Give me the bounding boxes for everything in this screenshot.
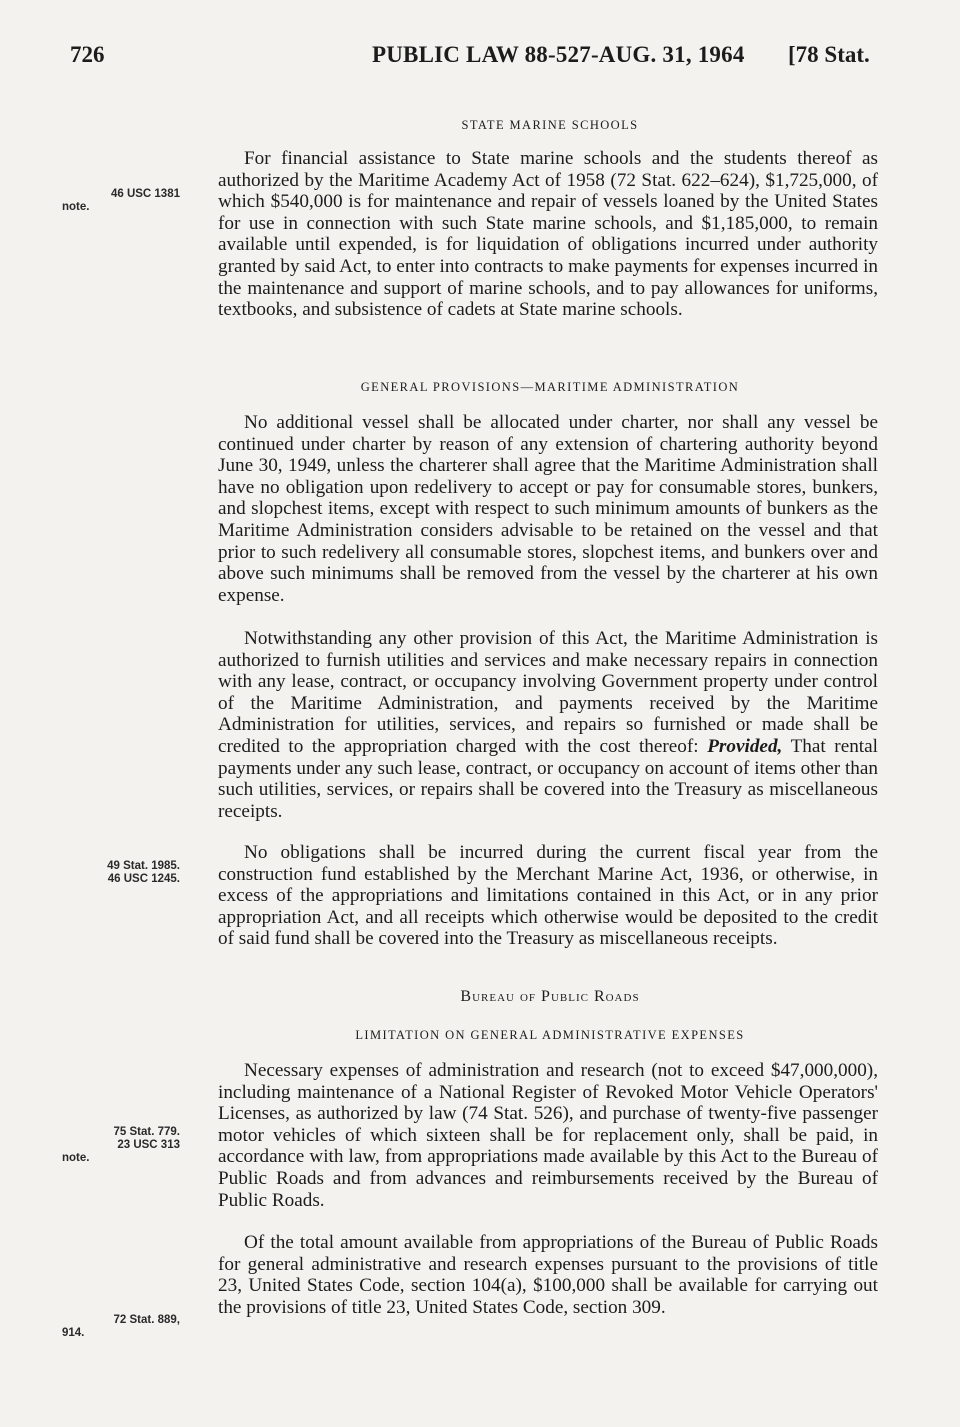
margin-note-line: 49 Stat. 1985. [107, 860, 180, 872]
section-heading-state-marine-schools: STATE MARINE SCHOOLS [461, 118, 639, 132]
margin-note-line: 914. [62, 1327, 85, 1339]
margin-note-72-stat-889 [62, 1314, 192, 1340]
margin-note-line: 72 Stat. 889, [113, 1314, 180, 1326]
paragraph-construction-fund: No obligations shall be incurred during the current fiscal year from the construction fund established by the Merchant Marine Act, 1936, or otherwise, in excess of the appropriations and limitations contained in this Act, or in any prior appropriation Act, and all receipts which otherwise would be deposited to the credit of said fund shall be covered into the Treasury as miscellaneous receipts. [218, 842, 878, 950]
margin-note-line: note. [62, 201, 90, 213]
page-number: 726 [70, 42, 105, 67]
paragraph-charter-vessels: No additional vessel shall be allocated under charter, nor shall any vessel be continued under charter by reason of any extension of chartering authority beyond June 30, 1949, unless the charterer shall agree that the Maritime Administration shall have no obligation upon redelivery to accept or pay for consumable stores, bunkers, and slopchest items, except with respect to such minimum amounts of bunkers as the Maritime Administration considers advisable to be retained on the vessel and that prior to such redelivery all consumable stores, slopchest items, and bunkers over and above such minimums shall be removed from the vessel by the charterer at his own expense. [218, 412, 878, 606]
margin-note-line: 46 USC 1381 [110, 188, 180, 200]
paragraph-text: Notwithstanding any other provision of this Act, the Maritime Administration is authorized to furnish utilities and services and make necessary repairs in connection with any lease, contract, or occupancy involving Government property under control of the Maritime Administration, and payments received by the Maritime Administration for utilities, services, and repairs so furnished or made shall be credited to the appropriation charged with the cost thereof: [218, 628, 878, 757]
margin-note-75-stat-779 [62, 1126, 192, 1165]
paragraph-utilities-services [218, 628, 878, 822]
margin-note-line: 75 Stat. 779. [113, 1126, 180, 1138]
page-title: PUBLIC LAW 88-527-AUG. 31, 1964 [372, 42, 745, 67]
paragraph-text: That rental payments under any such lease, contract, or occupancy on account of items other than such utilities, services, or repairs shall be covered into the Treasury as miscellaneous receipts. [218, 735, 878, 822]
margin-note-line: 46 USC 1245. [107, 873, 180, 885]
paragraph-title-23: Of the total amount available from appropriations of the Bureau of Public Roads for general administrative and research expenses pursuant to the provisions of title 23, United States Code, section 104(a), $100,000 shall be available for carrying out the provisions of title 23, United States Code, section 309. [218, 1232, 878, 1318]
margin-note-line: note. [62, 1152, 90, 1164]
provided-proviso: Provided, [707, 735, 783, 757]
margin-note-49-stat-1985 [62, 860, 192, 886]
stat-reference: [78 Stat. [788, 42, 870, 67]
page-header [0, 42, 960, 78]
subheading-limitation-admin-expenses: LIMITATION ON GENERAL ADMINISTRATIVE EXPENSES [355, 1028, 745, 1042]
paragraph-admin-expenses: Necessary expenses of administration and research (not to exceed $47,000,000), including maintenance of a National Register of Revoked Motor Vehicle Operators' Licenses, as authorized by law (74 Stat. 526), and purchase of twenty-five passenger motor vehicles of which sixteen shall be for replacement only, shall be paid, in accordance with law, from appropriations made available by this Act to the Bureau of Public Roads and from advances and reimbursements received by the Bureau of Public Roads. [218, 1060, 878, 1211]
section-heading-general-provisions: GENERAL PROVISIONS—MARITIME ADMINISTRATION [360, 380, 740, 394]
margin-note-46-usc-1381 [62, 188, 192, 214]
section-heading-bureau-public-roads: Bureau of Public Roads [460, 988, 640, 1005]
paragraph-state-marine-schools: For financial assistance to State marine schools and the students thereof as authorized by the Maritime Academy Act of 1958 (72 Stat. 622–624), $1,725,000, of which $540,000 is for maintenance and repair of vessels loaned by the United States for use in connection with such State marine schools, and $1,185,000, to remain available until expended, is for liquidation of obligations incurred under authority granted by said Act, to enter into contracts to make payments for expenses incurred in the maintenance and support of marine schools, and to pay allowances for uniforms, textbooks, and subsistence of cadets at State marine schools. [218, 148, 878, 321]
margin-note-line: 23 USC 313 [117, 1139, 180, 1151]
